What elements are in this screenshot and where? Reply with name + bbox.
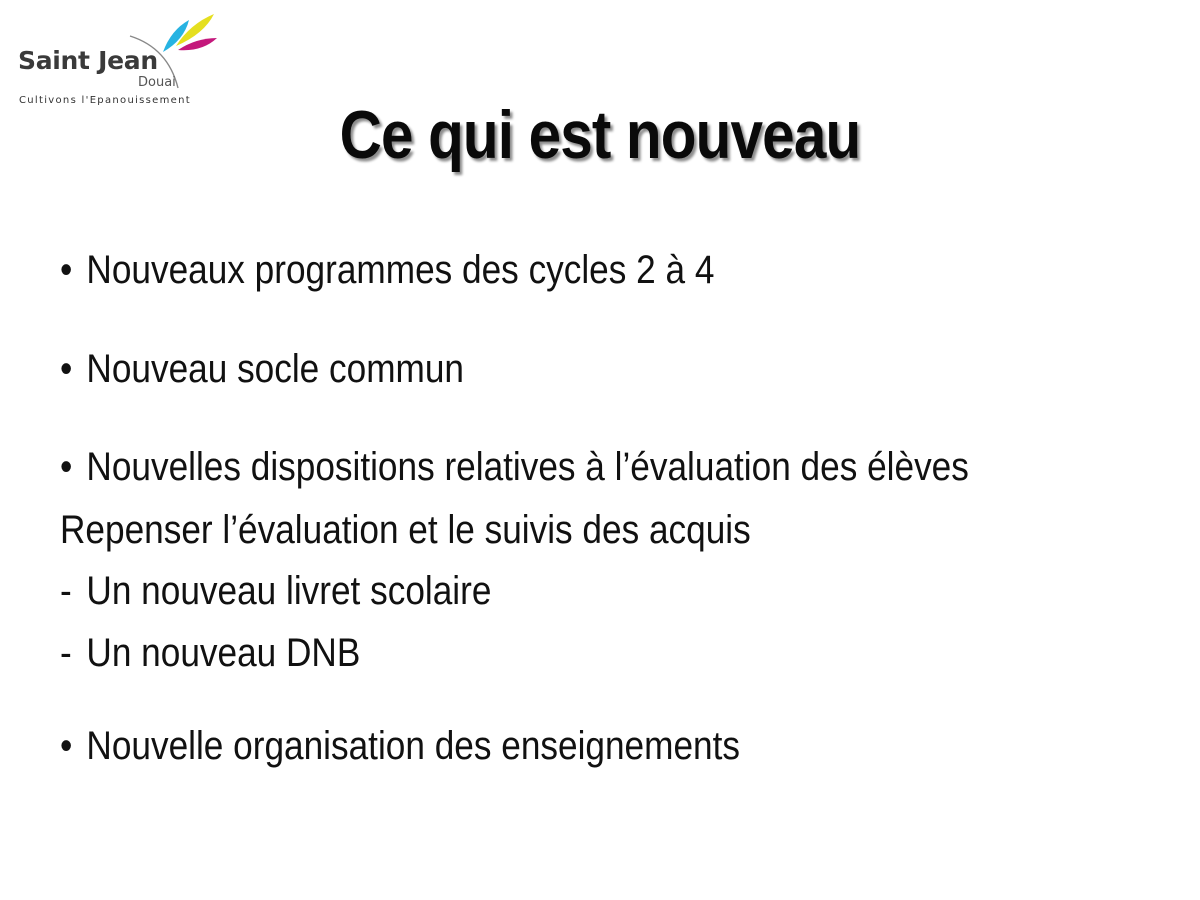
sub-item-livret (60, 569, 491, 614)
bullet-item-programmes (60, 248, 714, 293)
slide-title: Ce qui est nouveau (339, 97, 861, 173)
evaluation-subtitle: Repenser l’évaluation et le suivis des acquis (60, 508, 751, 552)
bullet-item-evaluation (60, 445, 969, 490)
bullet-icon: • (60, 445, 73, 489)
bullet-item-socle (60, 347, 464, 392)
logo-name: Saint Jean (18, 46, 158, 75)
sub-item-dnb (60, 631, 360, 676)
dash-icon: - (60, 631, 72, 675)
logo-tagline: Cultivons l'Epanouissement (19, 95, 191, 106)
dash-icon: - (60, 569, 72, 613)
sub-item-text: Un nouveau DNB (86, 631, 361, 675)
bullet-text: Nouveau socle commun (86, 347, 465, 391)
bullet-item-organisation (60, 724, 740, 769)
bullet-icon: • (60, 248, 73, 292)
logo-city: Douai (138, 75, 176, 90)
bullet-text: Nouvelle organisation des enseignements (86, 724, 740, 768)
sub-item-text: Un nouveau livret scolaire (86, 569, 492, 613)
bullet-icon: • (60, 724, 73, 768)
bullet-text: Nouvelles dispositions relatives à l’évaluation des élèves (86, 445, 969, 489)
bullet-icon: • (60, 347, 73, 391)
bullet-text: Nouveaux programmes des cycles 2 à 4 (86, 248, 715, 292)
